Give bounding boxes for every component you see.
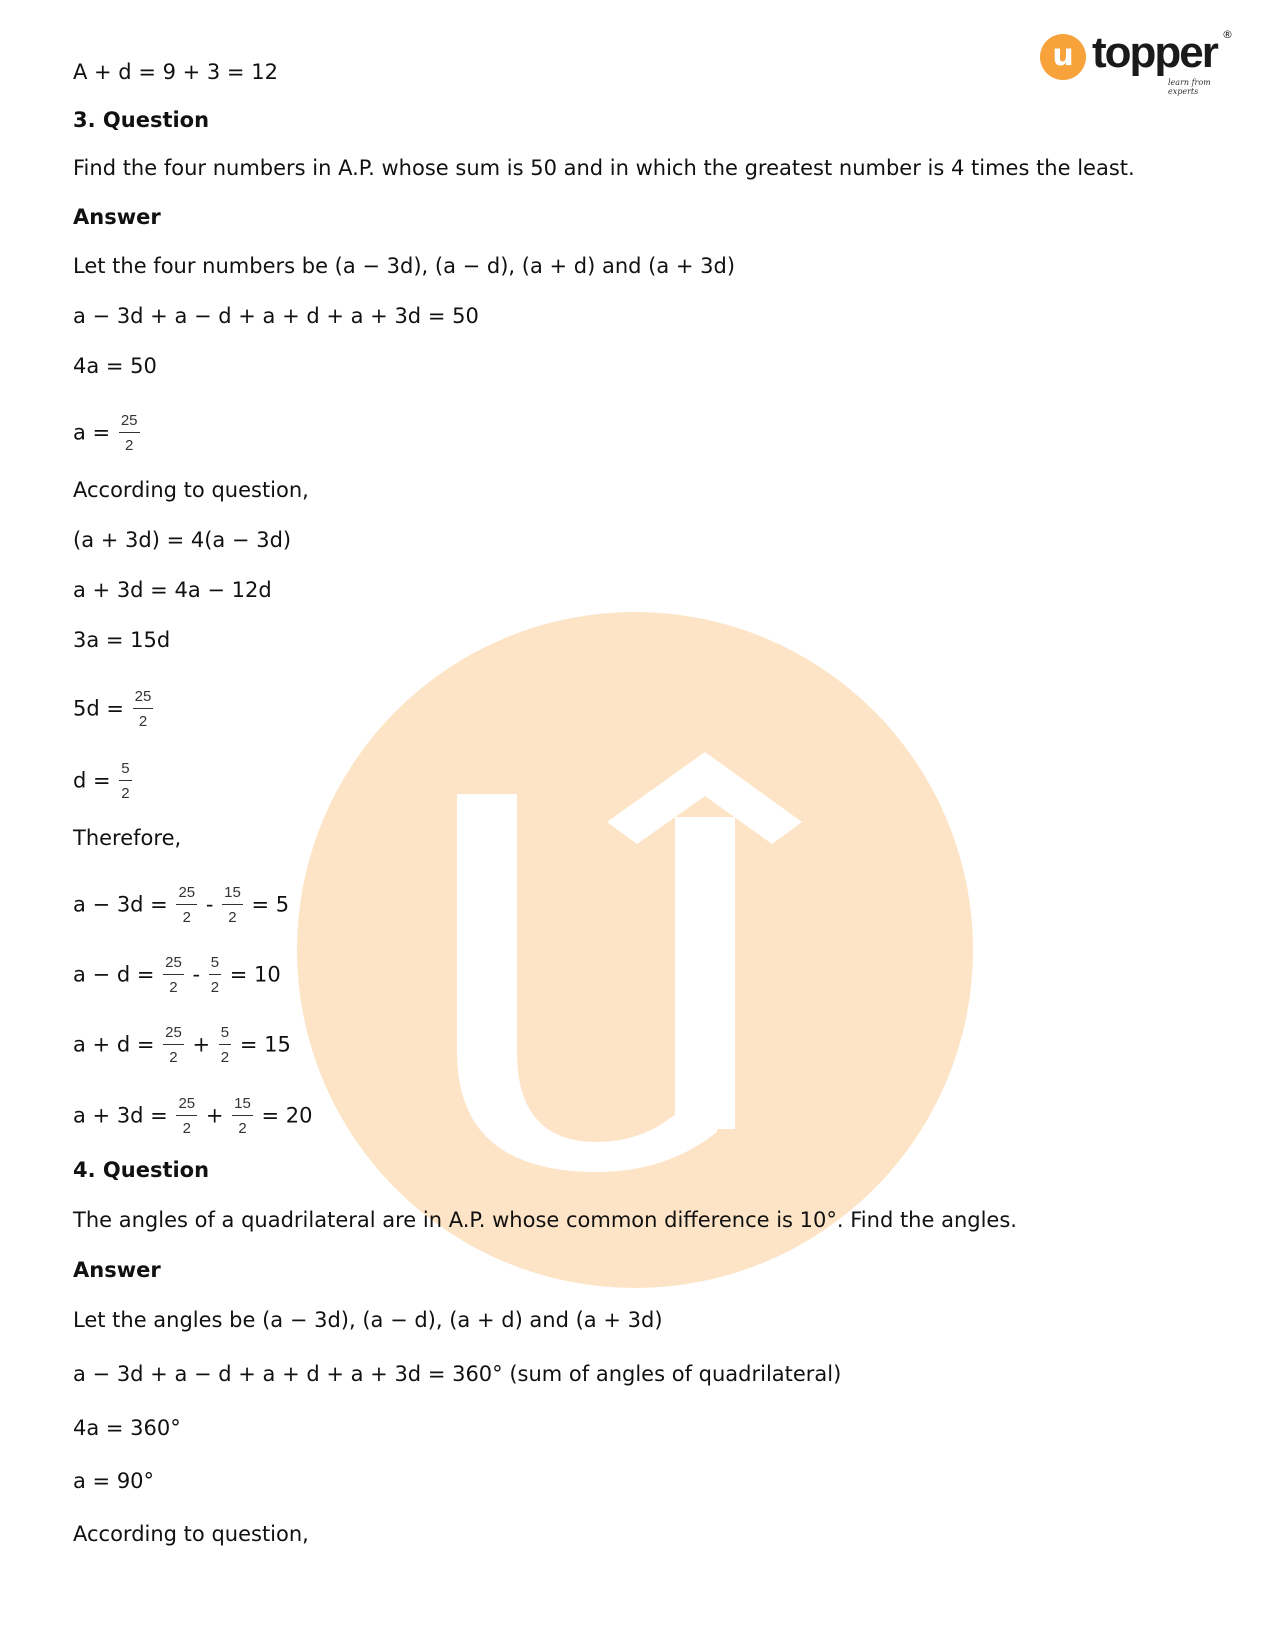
fraction-numerator: 25 <box>119 412 140 433</box>
text-line: According to question, <box>73 478 309 502</box>
fraction-numerator: 15 <box>222 884 243 905</box>
fraction-numerator: 5 <box>119 760 131 781</box>
equation-lhs: a = <box>73 420 111 445</box>
equation-a-minus-d <box>73 954 281 997</box>
fraction-denominator: 2 <box>228 909 237 926</box>
equation-a <box>73 412 142 455</box>
logo-circle-icon: u <box>1040 34 1086 80</box>
fraction <box>232 1095 253 1138</box>
equation-lhs: a − d = <box>73 962 155 987</box>
text-line: Let the angles be (a − 3d), (a − d), (a + d) and (a + 3d) <box>73 1308 663 1332</box>
equation-rhs: = 20 <box>261 1103 313 1128</box>
fraction-denominator: 2 <box>121 785 130 802</box>
fraction <box>163 954 184 997</box>
text-line: 4a = 360° <box>73 1416 181 1440</box>
text-line: (a + 3d) = 4(a − 3d) <box>73 528 292 552</box>
equation-rhs: = 10 <box>229 962 281 987</box>
fraction-numerator: 25 <box>163 1024 184 1045</box>
fraction-denominator: 2 <box>169 979 178 996</box>
question-heading: 3. Question <box>73 108 210 132</box>
text-line: Therefore, <box>73 826 182 850</box>
text-line: a = 90° <box>73 1469 155 1493</box>
fraction <box>119 412 140 455</box>
fraction-numerator: 25 <box>133 688 154 709</box>
text-line: a + 3d = 4a − 12d <box>73 578 272 602</box>
operator: + <box>192 1032 211 1057</box>
fraction-numerator: 25 <box>176 884 197 905</box>
equation-a-minus-3d <box>73 884 289 927</box>
fraction <box>119 760 131 803</box>
fraction-denominator: 2 <box>125 437 134 454</box>
fraction-denominator: 2 <box>169 1049 178 1066</box>
fraction-numerator: 15 <box>232 1095 253 1116</box>
fraction <box>133 688 154 731</box>
document-body <box>73 0 1223 1650</box>
answer-heading: Answer <box>73 205 161 229</box>
text-line: 3a = 15d <box>73 628 171 652</box>
equation-5d <box>73 688 155 731</box>
fraction <box>176 884 197 927</box>
brand-logo <box>1040 28 1240 96</box>
fraction-numerator: 5 <box>209 954 221 975</box>
equation-lhs: a + 3d = <box>73 1103 168 1128</box>
question-text: The angles of a quadrilateral are in A.P. whose common difference is 10°. Find the angles. <box>73 1208 1017 1232</box>
answer-heading: Answer <box>73 1258 161 1282</box>
logo-tagline: learn from experts <box>1168 78 1211 96</box>
text-line: a − 3d + a − d + a + d + a + 3d = 50 <box>73 304 479 328</box>
equation-lhs: 5d = <box>73 696 124 721</box>
fraction-numerator: 25 <box>163 954 184 975</box>
fraction <box>222 884 243 927</box>
equation-rhs: = 15 <box>239 1032 291 1057</box>
question-heading: 4. Question <box>73 1158 210 1182</box>
fraction-denominator: 2 <box>138 713 148 730</box>
fraction <box>209 954 221 997</box>
text-line: Let the four numbers be (a − 3d), (a − d), (a + d) and (a + 3d) <box>73 254 736 278</box>
fraction <box>219 1024 231 1067</box>
fraction-denominator: 2 <box>238 1120 247 1137</box>
fraction-denominator: 2 <box>182 909 191 926</box>
text-line: a − 3d + a − d + a + d + a + 3d = 360° (sum of angles of quadrilateral) <box>73 1362 842 1386</box>
text-line: 4a = 50 <box>73 354 157 378</box>
operator: - <box>192 962 201 987</box>
fraction-denominator: 2 <box>182 1120 191 1137</box>
equation-a-plus-3d <box>73 1095 313 1138</box>
operator: - <box>205 892 214 917</box>
equation-a-plus-d <box>73 1024 291 1067</box>
equation-lhs: a + d = <box>73 1032 155 1057</box>
fraction-numerator: 25 <box>176 1095 197 1116</box>
fraction-denominator: 2 <box>210 979 220 996</box>
equation-lhs: a − 3d = <box>73 892 168 917</box>
equation-d <box>73 760 134 803</box>
fraction-numerator: 5 <box>219 1024 231 1045</box>
fraction <box>176 1095 197 1138</box>
equation-rhs: = 5 <box>251 892 290 917</box>
logo-wordmark: topper <box>1092 28 1217 77</box>
operator: + <box>205 1103 224 1128</box>
text-line: According to question, <box>73 1522 309 1546</box>
fraction-denominator: 2 <box>220 1049 230 1066</box>
registered-mark: ® <box>1222 28 1233 41</box>
text-line: A + d = 9 + 3 = 12 <box>73 60 278 84</box>
fraction <box>163 1024 184 1067</box>
question-text: Find the four numbers in A.P. whose sum is 50 and in which the greatest number is 4 times the least. <box>73 156 1135 180</box>
equation-lhs: d = <box>73 768 111 793</box>
